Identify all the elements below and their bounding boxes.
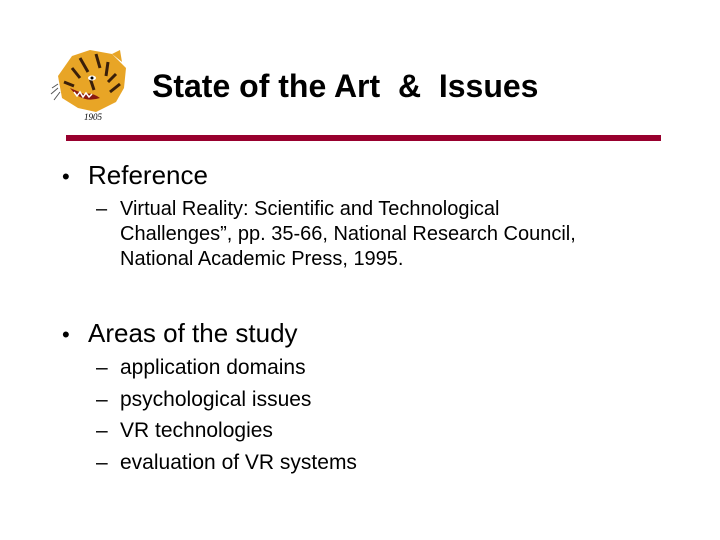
bullet-reference <box>62 160 208 192</box>
citation-text: Virtual Reality: Scientific and Technological Challenges”, pp. 35-66, National Research Council, National Academic Press, 1995. <box>120 198 576 270</box>
list-item-text: application domains <box>120 356 306 379</box>
list-item <box>96 384 357 416</box>
sub-dash: – <box>96 419 108 442</box>
areas-list <box>96 352 357 478</box>
list-item-text: evaluation of VR systems <box>120 450 357 474</box>
tiger-head-logo <box>50 48 132 124</box>
sub-dash: – <box>96 450 108 474</box>
title-divider <box>66 135 661 141</box>
bullet-label: Areas of the study <box>88 318 298 348</box>
logo-year-text: 1905 <box>84 112 102 122</box>
list-item <box>96 415 357 447</box>
bullet-areas <box>62 318 298 350</box>
sub-dash: – <box>96 356 108 379</box>
bullet-dot: • <box>62 164 70 189</box>
list-item-text: psychological issues <box>120 387 312 411</box>
sub-dash: – <box>96 198 108 220</box>
sub-dash: – <box>96 387 108 411</box>
list-item <box>96 352 357 384</box>
list-item <box>96 447 357 479</box>
list-item-text: VR technologies <box>120 419 273 442</box>
slide-title: State of the Art & Issues <box>152 68 539 104</box>
reference-citation <box>96 197 600 272</box>
bullet-dot: • <box>62 322 70 347</box>
bullet-label: Reference <box>88 160 208 190</box>
